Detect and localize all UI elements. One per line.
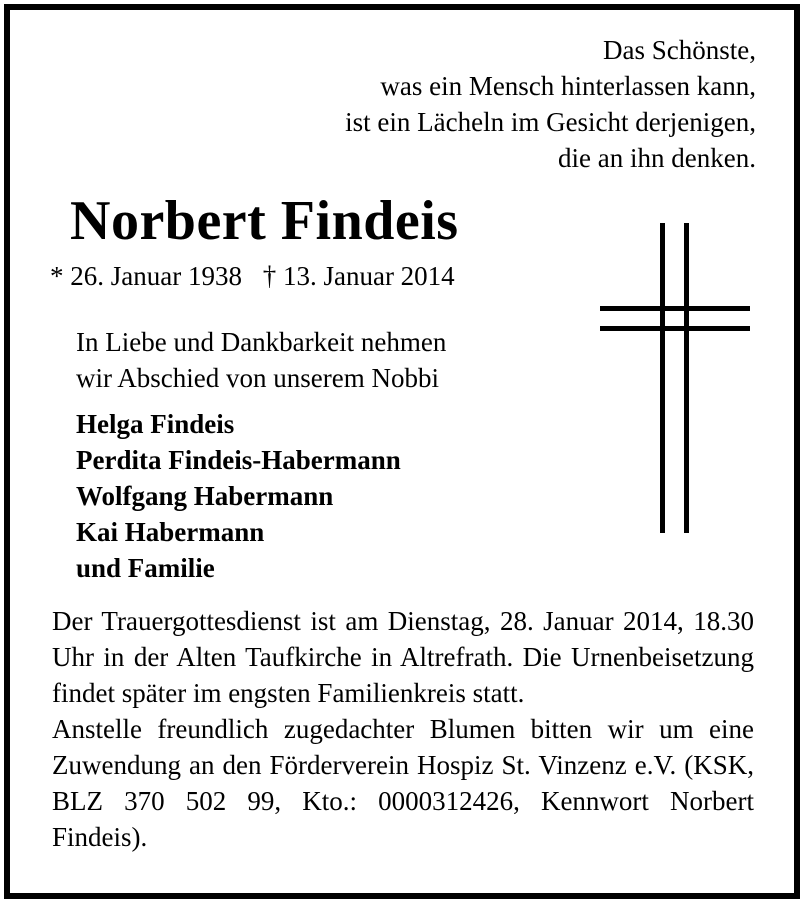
quote-line: Das Schönste, [603, 35, 756, 65]
quote-line: ist ein Lächeln im Gesicht derjenigen, [345, 107, 756, 137]
farewell-text [76, 324, 446, 396]
death-date: † 13. Januar 2014 [262, 261, 455, 291]
quote-line: die an ihn denken. [558, 143, 756, 173]
mourner-name: und Familie [76, 553, 215, 583]
mourner-name: Wolfgang Habermann [76, 481, 334, 511]
cross-vertical-left [660, 223, 665, 533]
service-information [52, 603, 754, 855]
service-paragraph: Der Trauergottesdienst ist am Dienstag, 28. Januar 2014, 18.30 Uhr in der Alten Taufkirche in Altrefrath. Die Urnenbeisetzung findet später im engsten Familienkreis statt. [52, 606, 754, 708]
mourner-name: Perdita Findeis-Habermann [76, 445, 401, 475]
birth-date: * 26. Januar 1938 [50, 261, 242, 291]
donation-paragraph: Anstelle freundlich zugedachter Blumen bitten wir um eine Zuwendung an den Förderverein Hospiz St. Vinzenz e.V. (KSK, BLZ 370 502 99, Kto.: 0000312426, Kennwort Norbert Findeis). [52, 714, 754, 852]
mourners-list [76, 406, 401, 586]
quote-line: was ein Mensch hinterlassen kann, [380, 71, 756, 101]
deceased-name: Norbert Findeis [70, 190, 459, 252]
cross-horizontal-top [600, 306, 750, 311]
memorial-quote [345, 32, 756, 176]
cross-horizontal-bottom [600, 326, 750, 331]
life-dates [50, 260, 455, 292]
mourner-name: Kai Habermann [76, 517, 265, 547]
farewell-line: In Liebe und Dankbarkeit nehmen [76, 327, 447, 357]
cross-vertical-right [684, 223, 689, 533]
obituary-frame [4, 4, 800, 899]
farewell-line: wir Abschied von unserem Nobbi [76, 363, 439, 393]
cross-icon [600, 223, 750, 535]
mourner-name: Helga Findeis [76, 409, 235, 439]
